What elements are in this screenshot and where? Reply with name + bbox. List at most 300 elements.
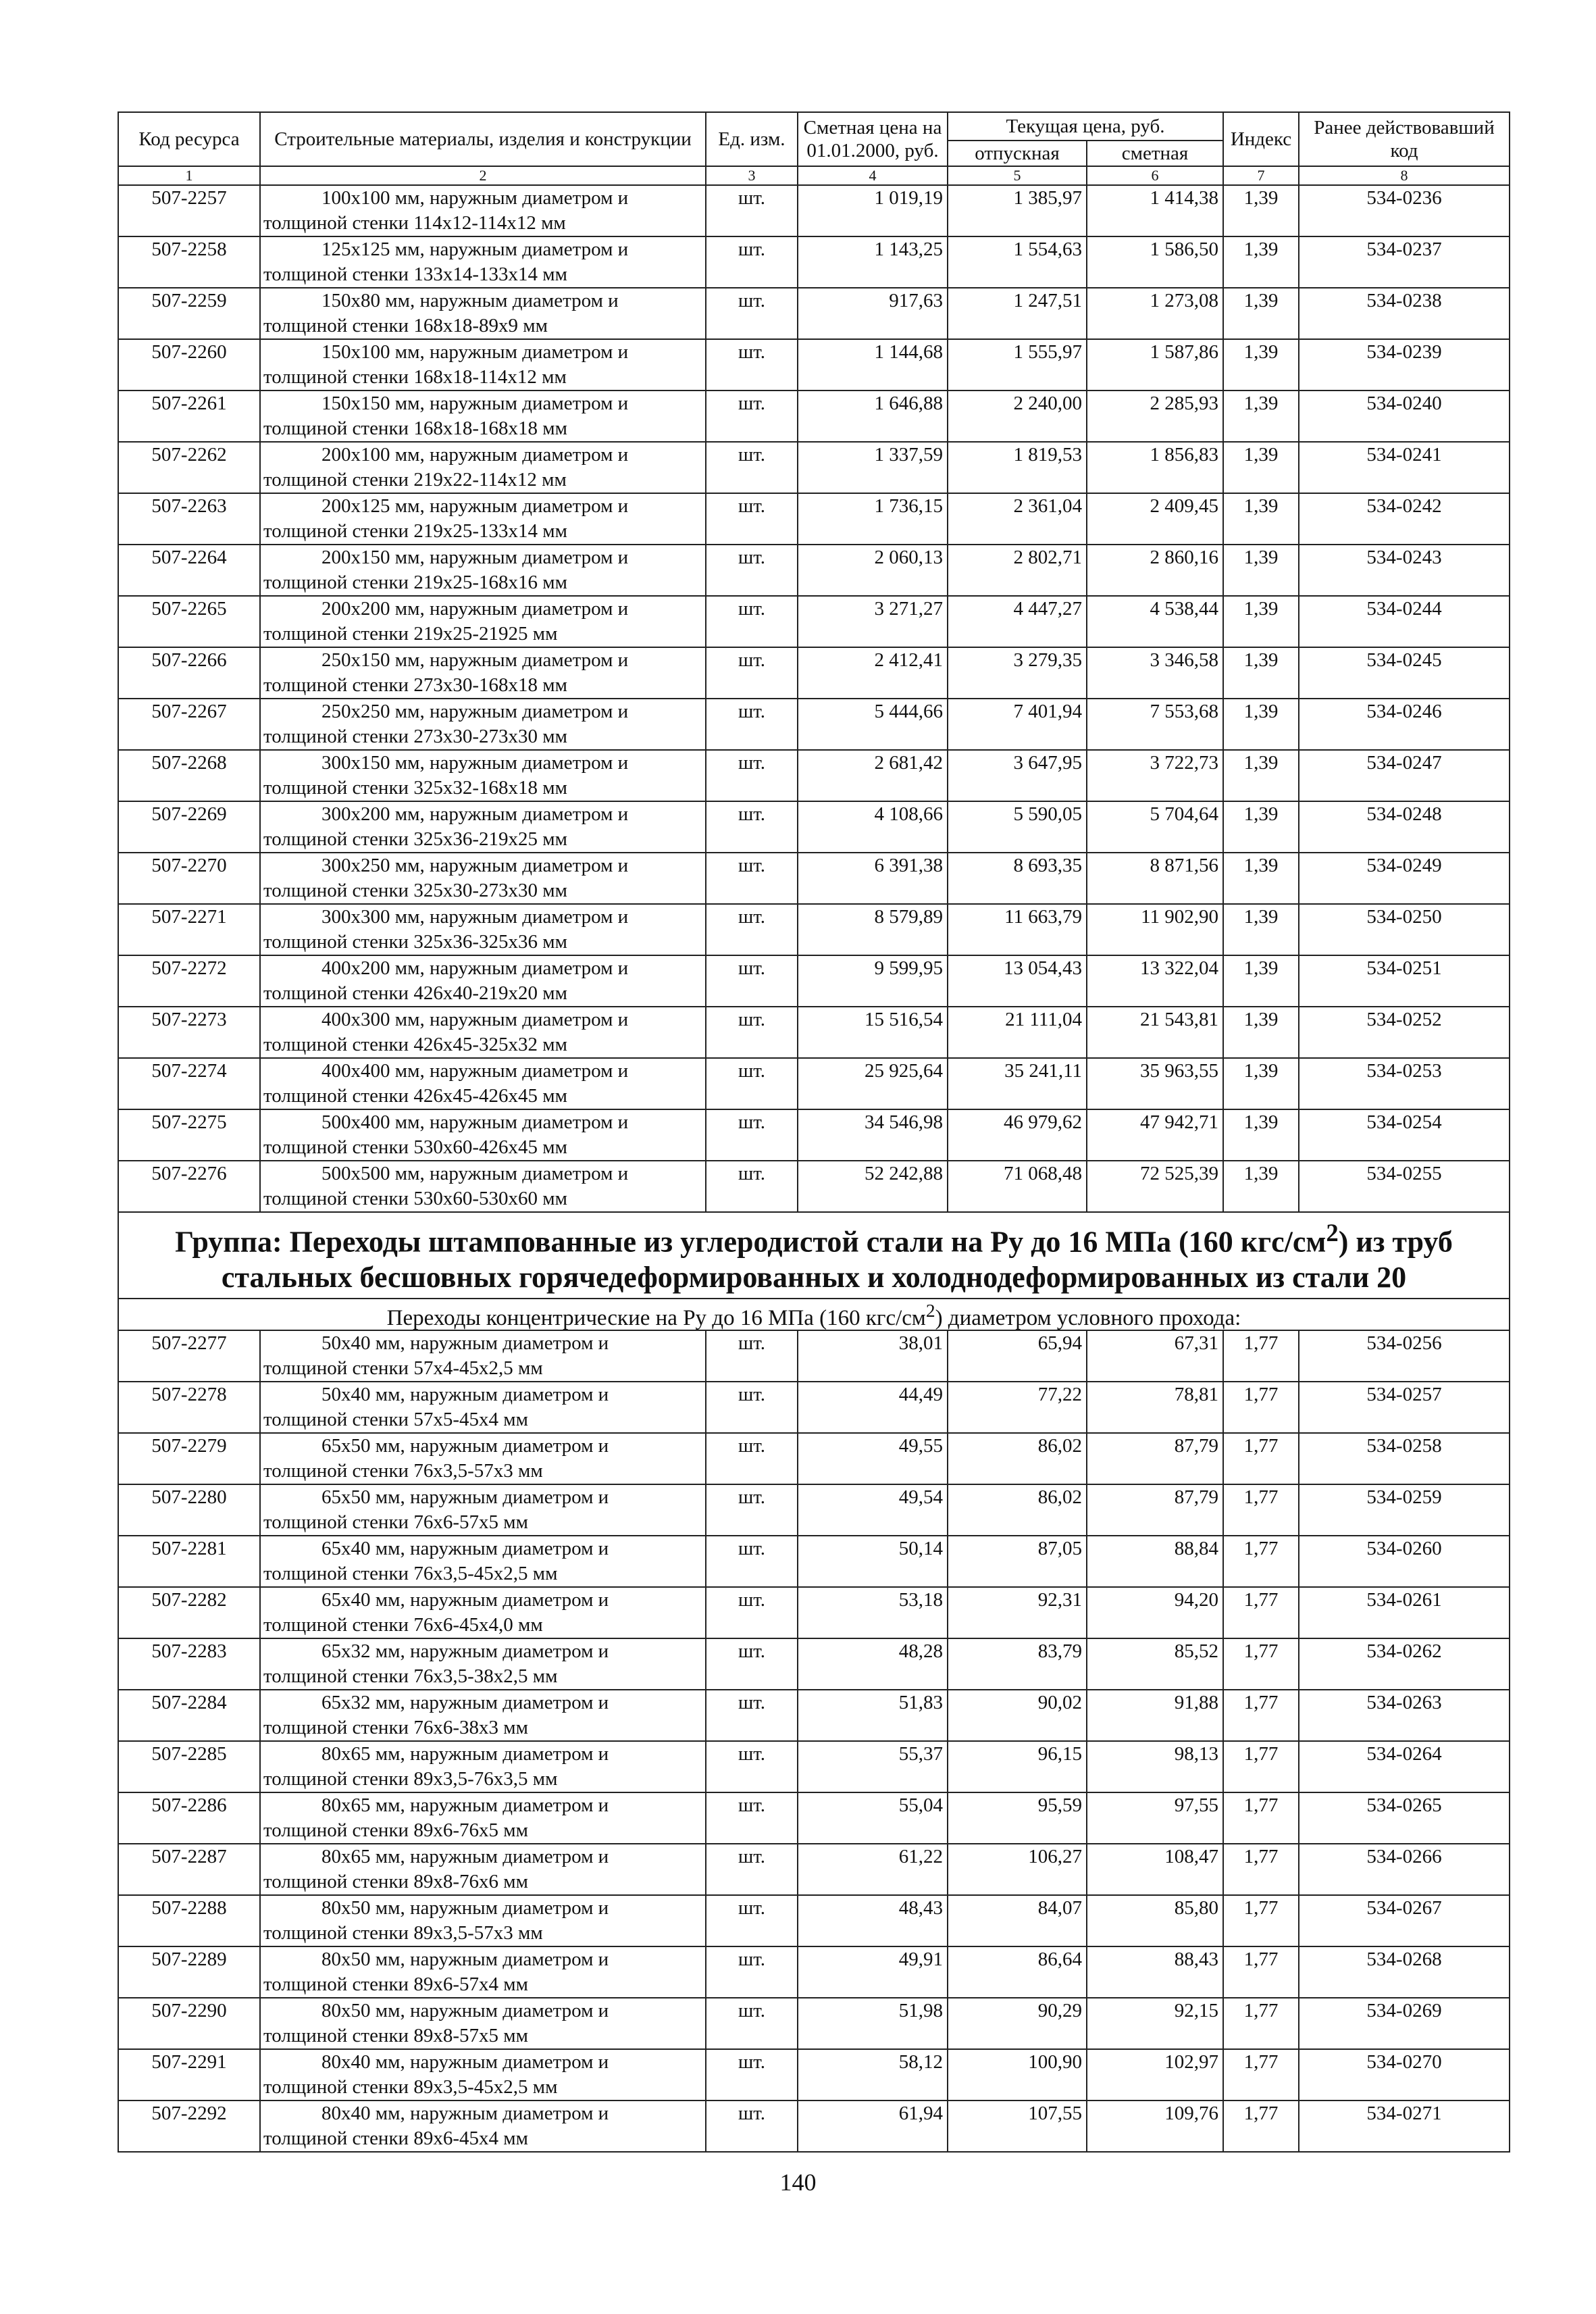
release-price: 87,05 <box>948 1536 1087 1587</box>
estimated-price-current: 1 273,08 <box>1087 288 1223 339</box>
table-row <box>118 853 1510 904</box>
estimated-price-2000: 2 681,42 <box>798 750 948 801</box>
description-line-1: 125x125 мм, наружным диаметром и <box>321 238 629 260</box>
resource-code: 507-2290 <box>118 1998 260 2049</box>
estimated-price-current: 98,13 <box>1087 1741 1223 1792</box>
unit: шт. <box>706 391 798 442</box>
price-index: 1,77 <box>1223 1433 1299 1484</box>
estimated-price-2000: 4 108,66 <box>798 801 948 853</box>
previous-code: 534-0255 <box>1299 1161 1510 1212</box>
column-number: 3 <box>706 166 798 185</box>
estimated-price-current: 1 414,38 <box>1087 185 1223 236</box>
estimated-price-2000: 49,91 <box>798 1946 948 1998</box>
header-unit: Ед. изм. <box>706 112 798 166</box>
resource-code: 507-2263 <box>118 493 260 545</box>
resource-code: 507-2279 <box>118 1433 260 1484</box>
column-number: 5 <box>948 166 1087 185</box>
resource-code: 507-2291 <box>118 2049 260 2101</box>
column-numbers-row <box>118 166 1510 185</box>
price-index: 1,77 <box>1223 2101 1299 2152</box>
price-index: 1,77 <box>1223 1895 1299 1946</box>
price-index: 1,39 <box>1223 236 1299 288</box>
estimated-price-current: 88,43 <box>1087 1946 1223 1998</box>
table-row <box>118 750 1510 801</box>
description-line-2: толщиной стенки 219x25-168x16 мм <box>263 572 567 593</box>
material-description <box>260 339 706 391</box>
description-line-2: толщиной стенки 530x60-426x45 мм <box>263 1136 567 1158</box>
description-line-1: 300x250 мм, наружным диаметром и <box>321 855 629 876</box>
estimated-price-current: 87,79 <box>1087 1433 1223 1484</box>
estimated-price-current: 21 543,81 <box>1087 1007 1223 1058</box>
unit: шт. <box>706 236 798 288</box>
description-line-1: 65x50 мм, наружным диаметром и <box>321 1486 609 1508</box>
previous-code: 534-0244 <box>1299 596 1510 647</box>
unit: шт. <box>706 699 798 750</box>
description-line-2: толщиной стенки 89x3,5-45x2,5 мм <box>263 2076 558 2098</box>
previous-code: 534-0267 <box>1299 1895 1510 1946</box>
description-line-1: 80x50 мм, наружным диаметром и <box>321 1948 609 1970</box>
estimated-price-current: 2 409,45 <box>1087 493 1223 545</box>
previous-code: 534-0236 <box>1299 185 1510 236</box>
resource-code: 507-2262 <box>118 442 260 493</box>
unit: шт. <box>706 750 798 801</box>
table-row <box>118 955 1510 1007</box>
price-index: 1,39 <box>1223 955 1299 1007</box>
table-row <box>118 1536 1510 1587</box>
description-line-2: толщиной стенки 89x6-45x4 мм <box>263 2127 528 2149</box>
table-row <box>118 647 1510 699</box>
table-row <box>118 1382 1510 1433</box>
estimated-price-2000: 25 925,64 <box>798 1058 948 1109</box>
estimated-price-current: 109,76 <box>1087 2101 1223 2152</box>
price-index: 1,39 <box>1223 391 1299 442</box>
table-row <box>118 699 1510 750</box>
table-row <box>118 1792 1510 1844</box>
release-price: 1 247,51 <box>948 288 1087 339</box>
description-line-1: 80x40 мм, наружным диаметром и <box>321 2051 609 2073</box>
group-section <box>118 1212 1510 1330</box>
description-line-2: толщиной стенки 426x45-426x45 мм <box>263 1085 567 1107</box>
description-line-1: 80x65 мм, наружным диаметром и <box>321 1742 609 1765</box>
description-line-1: 500x500 мм, наружным диаметром и <box>321 1163 629 1184</box>
previous-code: 534-0257 <box>1299 1382 1510 1433</box>
resource-code: 507-2271 <box>118 904 260 955</box>
material-description <box>260 596 706 647</box>
estimated-price-current: 5 704,64 <box>1087 801 1223 853</box>
price-index: 1,39 <box>1223 1058 1299 1109</box>
previous-code: 534-0250 <box>1299 904 1510 955</box>
column-number: 4 <box>798 166 948 185</box>
release-price: 7 401,94 <box>948 699 1087 750</box>
estimated-price-2000: 5 444,66 <box>798 699 948 750</box>
estimated-price-2000: 61,94 <box>798 2101 948 2152</box>
price-index: 1,77 <box>1223 1741 1299 1792</box>
previous-code: 534-0259 <box>1299 1484 1510 1536</box>
resource-code: 507-2289 <box>118 1946 260 1998</box>
estimated-price-2000: 1 143,25 <box>798 236 948 288</box>
estimated-price-2000: 34 546,98 <box>798 1109 948 1161</box>
estimated-price-current: 47 942,71 <box>1087 1109 1223 1161</box>
estimated-price-current: 8 871,56 <box>1087 853 1223 904</box>
release-price: 107,55 <box>948 2101 1087 2152</box>
previous-code: 534-0260 <box>1299 1536 1510 1587</box>
material-description <box>260 955 706 1007</box>
estimated-price-2000: 6 391,38 <box>798 853 948 904</box>
resource-code: 507-2278 <box>118 1382 260 1433</box>
unit: шт. <box>706 1998 798 2049</box>
release-price: 8 693,35 <box>948 853 1087 904</box>
description-line-2: толщиной стенки 325x36-325x36 мм <box>263 931 567 953</box>
group-title-sup: 2 <box>1326 1219 1339 1247</box>
material-description <box>260 1484 706 1536</box>
material-description <box>260 1638 706 1690</box>
material-description <box>260 1741 706 1792</box>
material-description <box>260 801 706 853</box>
description-line-1: 200x200 мм, наружным диаметром и <box>321 598 629 620</box>
material-description <box>260 1433 706 1484</box>
estimated-price-2000: 2 412,41 <box>798 647 948 699</box>
estimated-price-current: 94,20 <box>1087 1587 1223 1638</box>
estimated-price-2000: 1 736,15 <box>798 493 948 545</box>
description-line-2: толщиной стенки 219x25-133x14 мм <box>263 520 567 542</box>
unit: шт. <box>706 1007 798 1058</box>
table-row <box>118 1433 1510 1484</box>
description-line-1: 80x65 мм, наружным диаметром и <box>321 1794 609 1816</box>
unit: шт. <box>706 1330 798 1382</box>
estimated-price-current: 72 525,39 <box>1087 1161 1223 1212</box>
column-number: 7 <box>1223 166 1299 185</box>
resource-code: 507-2288 <box>118 1895 260 1946</box>
estimated-price-current: 1 856,83 <box>1087 442 1223 493</box>
resource-code: 507-2285 <box>118 1741 260 1792</box>
description-line-1: 150x80 мм, наружным диаметром и <box>321 290 619 311</box>
description-line-1: 200x125 мм, наружным диаметром и <box>321 495 629 517</box>
resource-code: 507-2284 <box>118 1690 260 1741</box>
release-price: 86,02 <box>948 1484 1087 1536</box>
group-title-line1-pre: Группа: Переходы штампованные из углеродистой стали на Ру до 16 МПа (160 кгс/см <box>175 1225 1327 1259</box>
resource-code: 507-2273 <box>118 1007 260 1058</box>
estimated-price-current: 2 860,16 <box>1087 545 1223 596</box>
resource-code: 507-2259 <box>118 288 260 339</box>
description-line-2: толщиной стенки 168x18-168x18 мм <box>263 418 567 439</box>
estimated-price-current: 87,79 <box>1087 1484 1223 1536</box>
previous-code: 534-0241 <box>1299 442 1510 493</box>
material-description <box>260 1587 706 1638</box>
price-index: 1,77 <box>1223 1484 1299 1536</box>
estimated-price-2000: 52 242,88 <box>798 1161 948 1212</box>
header-estimated-now: сметная <box>1087 141 1223 166</box>
description-line-1: 500x400 мм, наружным диаметром и <box>321 1111 629 1133</box>
release-price: 106,27 <box>948 1844 1087 1895</box>
table-row <box>118 185 1510 236</box>
estimated-price-2000: 38,01 <box>798 1330 948 1382</box>
description-line-1: 400x400 мм, наружным диаметром и <box>321 1060 629 1082</box>
previous-code: 534-0271 <box>1299 2101 1510 2152</box>
description-line-1: 250x150 мм, наружным диаметром и <box>321 649 629 671</box>
description-line-1: 300x150 мм, наружным диаметром и <box>321 752 629 774</box>
resource-code: 507-2257 <box>118 185 260 236</box>
description-line-2: толщиной стенки 325x32-168x18 мм <box>263 777 567 799</box>
description-line-2: толщиной стенки 89x6-76x5 мм <box>263 1819 528 1841</box>
subgroup-title <box>118 1299 1510 1330</box>
release-price: 71 068,48 <box>948 1161 1087 1212</box>
price-index: 1,77 <box>1223 1638 1299 1690</box>
price-index: 1,39 <box>1223 750 1299 801</box>
previous-code: 534-0246 <box>1299 699 1510 750</box>
estimated-price-current: 11 902,90 <box>1087 904 1223 955</box>
description-line-2: толщиной стенки 57x4-45x2,5 мм <box>263 1357 543 1379</box>
estimated-price-current: 35 963,55 <box>1087 1058 1223 1109</box>
table-body-group-b <box>118 1330 1510 2152</box>
description-line-2: толщиной стенки 76x6-57x5 мм <box>263 1511 528 1533</box>
unit: шт. <box>706 647 798 699</box>
previous-code: 534-0245 <box>1299 647 1510 699</box>
release-price: 1 819,53 <box>948 442 1087 493</box>
release-price: 92,31 <box>948 1587 1087 1638</box>
previous-code: 534-0237 <box>1299 236 1510 288</box>
unit: шт. <box>706 1844 798 1895</box>
table-row <box>118 2101 1510 2152</box>
description-line-2: толщиной стенки 76x3,5-45x2,5 мм <box>263 1562 558 1584</box>
estimated-price-2000: 51,83 <box>798 1690 948 1741</box>
estimated-price-2000: 49,54 <box>798 1484 948 1536</box>
resource-code: 507-2270 <box>118 853 260 904</box>
description-line-2: толщиной стенки 273x30-168x18 мм <box>263 674 567 696</box>
table-row <box>118 1998 1510 2049</box>
material-description <box>260 442 706 493</box>
material-description <box>260 1330 706 1382</box>
unit: шт. <box>706 1161 798 1212</box>
table-row <box>118 904 1510 955</box>
estimated-price-current: 7 553,68 <box>1087 699 1223 750</box>
estimated-price-2000: 55,04 <box>798 1792 948 1844</box>
release-price: 1 385,97 <box>948 185 1087 236</box>
description-line-2: толщиной стенки 89x3,5-76x3,5 мм <box>263 1767 558 1790</box>
release-price: 83,79 <box>948 1638 1087 1690</box>
table-row <box>118 288 1510 339</box>
subgroup-pre: Переходы концентрические на Ру до 16 МПа (160 кгс/см <box>386 1305 926 1330</box>
resource-code: 507-2268 <box>118 750 260 801</box>
table-row <box>118 493 1510 545</box>
estimated-price-current: 67,31 <box>1087 1330 1223 1382</box>
material-description <box>260 1946 706 1998</box>
material-description <box>260 904 706 955</box>
unit: шт. <box>706 442 798 493</box>
unit: шт. <box>706 853 798 904</box>
price-index: 1,39 <box>1223 596 1299 647</box>
unit: шт. <box>706 1536 798 1587</box>
estimated-price-2000: 1 144,68 <box>798 339 948 391</box>
price-index: 1,77 <box>1223 1998 1299 2049</box>
release-price: 5 590,05 <box>948 801 1087 853</box>
release-price: 4 447,27 <box>948 596 1087 647</box>
description-line-2: толщиной стенки 114x12-114x12 мм <box>263 212 566 234</box>
table-row <box>118 1161 1510 1212</box>
table-row <box>118 1109 1510 1161</box>
resource-code: 507-2287 <box>118 1844 260 1895</box>
description-line-1: 400x300 мм, наружным диаметром и <box>321 1009 629 1030</box>
estimated-price-2000: 49,55 <box>798 1433 948 1484</box>
unit: шт. <box>706 1058 798 1109</box>
release-price: 100,90 <box>948 2049 1087 2101</box>
price-index: 1,77 <box>1223 1690 1299 1741</box>
material-description <box>260 1058 706 1109</box>
header-code: Код ресурса <box>118 112 260 166</box>
unit: шт. <box>706 955 798 1007</box>
estimated-price-2000: 2 060,13 <box>798 545 948 596</box>
estimated-price-2000: 53,18 <box>798 1587 948 1638</box>
header-materials: Строительные материалы, изделия и конструкции <box>260 112 706 166</box>
previous-code: 534-0268 <box>1299 1946 1510 1998</box>
table-row <box>118 2049 1510 2101</box>
release-price: 86,64 <box>948 1946 1087 1998</box>
description-line-2: толщиной стенки 76x3,5-57x3 мм <box>263 1459 543 1482</box>
resource-code: 507-2283 <box>118 1638 260 1690</box>
header-release-price: отпускная <box>948 141 1087 166</box>
unit: шт. <box>706 1587 798 1638</box>
previous-code: 534-0270 <box>1299 2049 1510 2101</box>
price-index: 1,77 <box>1223 1330 1299 1382</box>
release-price: 35 241,11 <box>948 1058 1087 1109</box>
previous-code: 534-0254 <box>1299 1109 1510 1161</box>
price-table-sheet <box>118 111 1509 2153</box>
previous-code: 534-0258 <box>1299 1433 1510 1484</box>
column-number: 1 <box>118 166 260 185</box>
description-line-1: 300x300 мм, наружным диаметром и <box>321 906 629 928</box>
table-row <box>118 1007 1510 1058</box>
previous-code: 534-0242 <box>1299 493 1510 545</box>
price-index: 1,39 <box>1223 339 1299 391</box>
description-line-2: толщиной стенки 76x6-45x4,0 мм <box>263 1613 543 1636</box>
price-index: 1,77 <box>1223 1946 1299 1998</box>
table-row <box>118 339 1510 391</box>
estimated-price-2000: 917,63 <box>798 288 948 339</box>
description-line-1: 200x100 мм, наружным диаметром и <box>321 444 629 466</box>
price-index: 1,77 <box>1223 1536 1299 1587</box>
previous-code: 534-0243 <box>1299 545 1510 596</box>
description-line-2: толщиной стенки 325x36-219x25 мм <box>263 828 567 850</box>
description-line-1: 250x250 мм, наружным диаметром и <box>321 701 629 722</box>
previous-code: 534-0238 <box>1299 288 1510 339</box>
material-description <box>260 1690 706 1741</box>
unit: шт. <box>706 493 798 545</box>
unit: шт. <box>706 288 798 339</box>
previous-code: 534-0247 <box>1299 750 1510 801</box>
estimated-price-current: 13 322,04 <box>1087 955 1223 1007</box>
description-line-2: толщиной стенки 530x60-530x60 мм <box>263 1188 567 1209</box>
material-description <box>260 545 706 596</box>
price-index: 1,39 <box>1223 801 1299 853</box>
group-title-line2: стальных бесшовных горячедеформированных и холоднодеформированных из стали 20 <box>221 1260 1407 1294</box>
estimated-price-2000: 9 599,95 <box>798 955 948 1007</box>
group-title <box>118 1212 1510 1299</box>
unit: шт. <box>706 1792 798 1844</box>
description-line-1: 150x100 мм, наружным диаметром и <box>321 341 629 363</box>
resource-code: 507-2261 <box>118 391 260 442</box>
release-price: 90,29 <box>948 1998 1087 2049</box>
material-description <box>260 1844 706 1895</box>
header-current-price: Текущая цена, руб. <box>948 112 1223 141</box>
unit: шт. <box>706 801 798 853</box>
table-row <box>118 596 1510 647</box>
release-price: 2 361,04 <box>948 493 1087 545</box>
estimated-price-2000: 1 646,88 <box>798 391 948 442</box>
material-description <box>260 1792 706 1844</box>
table-row <box>118 545 1510 596</box>
price-index: 1,39 <box>1223 442 1299 493</box>
release-price: 86,02 <box>948 1433 1087 1484</box>
material-description <box>260 647 706 699</box>
material-description <box>260 236 706 288</box>
estimated-price-current: 3 722,73 <box>1087 750 1223 801</box>
material-description <box>260 750 706 801</box>
table-row <box>118 442 1510 493</box>
description-line-1: 300x200 мм, наружным диаметром и <box>321 803 629 825</box>
group-title-line1-post: ) из труб <box>1338 1225 1453 1259</box>
header-previous-code: Ранее действовавший код <box>1299 112 1510 166</box>
previous-code: 534-0264 <box>1299 1741 1510 1792</box>
table-row <box>118 391 1510 442</box>
table-row <box>118 1330 1510 1382</box>
estimated-price-2000: 8 579,89 <box>798 904 948 955</box>
description-line-2: толщиной стенки 89x8-57x5 мм <box>263 2024 528 2046</box>
estimated-price-current: 78,81 <box>1087 1382 1223 1433</box>
unit: шт. <box>706 904 798 955</box>
material-description <box>260 1998 706 2049</box>
release-price: 96,15 <box>948 1741 1087 1792</box>
estimated-price-current: 1 587,86 <box>1087 339 1223 391</box>
description-line-2: толщиной стенки 219x25-21925 мм <box>263 623 558 645</box>
material-description <box>260 391 706 442</box>
estimated-price-current: 85,52 <box>1087 1638 1223 1690</box>
estimated-price-current: 97,55 <box>1087 1792 1223 1844</box>
description-line-2: толщиной стенки 76x6-38x3 мм <box>263 1716 528 1738</box>
estimated-price-2000: 3 271,27 <box>798 596 948 647</box>
unit: шт. <box>706 1690 798 1741</box>
estimated-price-current: 85,80 <box>1087 1895 1223 1946</box>
table-row <box>118 236 1510 288</box>
release-price: 77,22 <box>948 1382 1087 1433</box>
resource-code: 507-2272 <box>118 955 260 1007</box>
release-price: 2 802,71 <box>948 545 1087 596</box>
resource-code: 507-2264 <box>118 545 260 596</box>
unit: шт. <box>706 1433 798 1484</box>
table-row <box>118 1587 1510 1638</box>
description-line-2: толщиной стенки 57x5-45x4 мм <box>263 1408 528 1430</box>
release-price: 90,02 <box>948 1690 1087 1741</box>
resource-code: 507-2281 <box>118 1536 260 1587</box>
table-body-group-a <box>118 185 1510 1212</box>
estimated-price-2000: 15 516,54 <box>798 1007 948 1058</box>
description-line-2: толщиной стенки 89x8-76x6 мм <box>263 1870 528 1892</box>
estimated-price-current: 1 586,50 <box>1087 236 1223 288</box>
estimated-price-2000: 50,14 <box>798 1536 948 1587</box>
release-price: 2 240,00 <box>948 391 1087 442</box>
description-line-2: толщиной стенки 168x18-89x9 мм <box>263 315 548 336</box>
table-row <box>118 1058 1510 1109</box>
resource-code: 507-2282 <box>118 1587 260 1638</box>
estimated-price-2000: 48,28 <box>798 1638 948 1690</box>
unit: шт. <box>706 2049 798 2101</box>
column-number: 2 <box>260 166 706 185</box>
description-line-1: 65x32 мм, наружным диаметром и <box>321 1691 609 1713</box>
resource-code: 507-2275 <box>118 1109 260 1161</box>
description-line-2: толщиной стенки 273x30-273x30 мм <box>263 726 567 747</box>
description-line-2: толщиной стенки 426x45-325x32 мм <box>263 1034 567 1055</box>
release-price: 3 279,35 <box>948 647 1087 699</box>
description-line-2: толщиной стенки 219x22-114x12 мм <box>263 469 567 491</box>
description-line-1: 50x40 мм, наружным диаметром и <box>321 1332 609 1354</box>
